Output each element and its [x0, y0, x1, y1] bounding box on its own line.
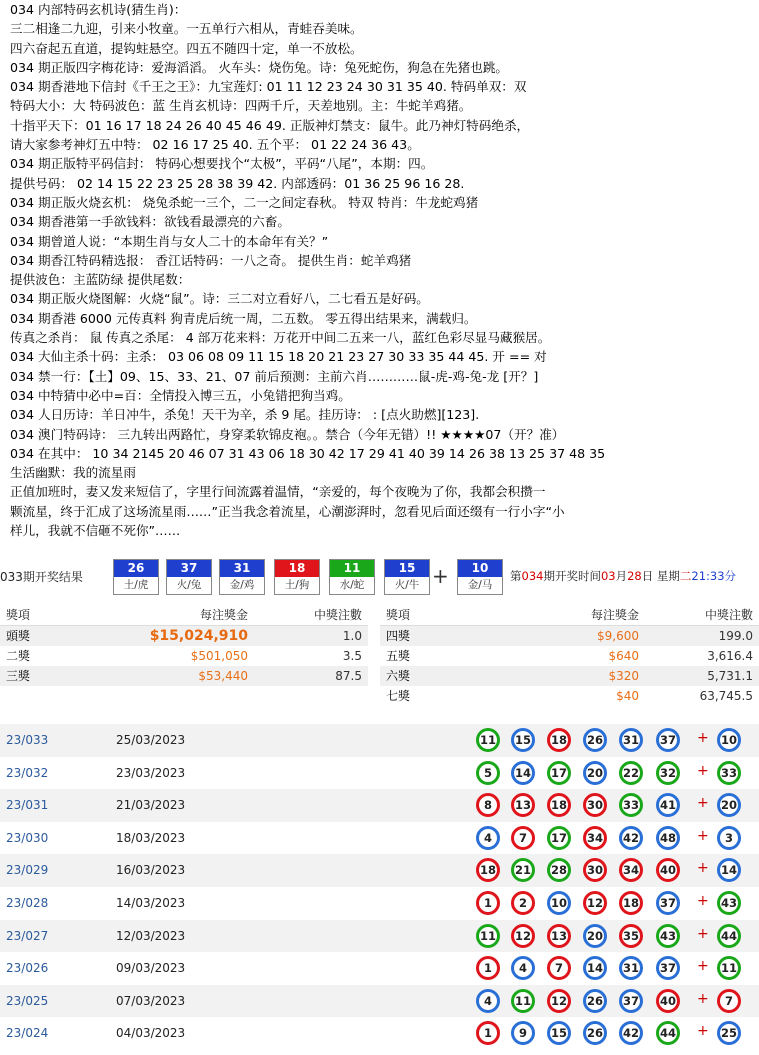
history-ball: 33 [619, 793, 643, 817]
history-ball: 5 [476, 761, 500, 785]
history-special-ball: 11 [717, 956, 741, 980]
plus-icon: + [697, 762, 709, 779]
prize-row [380, 646, 759, 666]
history-special-ball: 20 [717, 793, 741, 817]
special-ball [457, 559, 503, 595]
prize-amount: $15,024,910 [149, 628, 248, 644]
next-draw-info [510, 568, 736, 584]
text-line: 034 在其中： 10 34 2145 20 46 07 31 43 06 18 30 42 17 29 41 40 39 14 26 38 13 25 37 48 35 [10, 445, 606, 461]
prize-row [380, 626, 759, 646]
prize-table-left [0, 605, 368, 686]
history-ball: 44 [656, 1021, 680, 1045]
history-date: 25/03/2023 [116, 733, 186, 747]
prize-name: 五獎 [386, 649, 411, 663]
text-line: 034 期香港第一手欲钱料：欲钱看最漂亮的六畜。 [10, 214, 290, 230]
history-date: 14/03/2023 [116, 896, 186, 910]
plus-icon: + [697, 730, 709, 746]
history-ball: 12 [511, 924, 535, 948]
text-line: 034 期香港 6000 元传真料 狗青虎后统一周，二五数。 零五得出结果来，满载归。 [10, 310, 477, 326]
history-ball: 17 [547, 826, 571, 850]
result-ball [219, 559, 265, 595]
history-date: 07/03/2023 [116, 993, 186, 1008]
ball-zodiac: 水/蛇 [339, 579, 365, 591]
result-ball [384, 559, 430, 595]
history-ball: 31 [619, 956, 643, 980]
prize-name: 二獎 [6, 649, 31, 663]
history-ball: 31 [619, 728, 643, 752]
history-ball: 40 [656, 989, 680, 1013]
history-ball: 4 [476, 989, 500, 1013]
prize-name: 七獎 [386, 689, 411, 703]
history-ball: 35 [619, 924, 643, 948]
history-issue-link[interactable]: 23/031 [6, 798, 49, 813]
history-ball: 4 [476, 826, 500, 850]
history-ball: 7 [547, 956, 571, 980]
plus-icon: + [697, 958, 709, 975]
history-ball: 18 [476, 858, 500, 882]
history-ball: 28 [547, 858, 571, 882]
history-date: 18/03/2023 [116, 830, 186, 845]
prize-row [380, 686, 759, 706]
ball-number: 15 [385, 560, 429, 577]
prize-count: 3,616.4 [707, 649, 753, 663]
history-ball: 32 [656, 761, 680, 785]
text-line: 034 期香江特码精选报： 香江话特码：一八之奇。 提供生肖：蛇羊鸡猪 [10, 252, 412, 268]
prize-header [0, 605, 368, 626]
history-ball: 11 [511, 989, 535, 1013]
history-special-ball: 33 [717, 761, 741, 785]
prize-name: 頭獎 [6, 629, 31, 643]
text-line: 034 大仙主杀十码：主杀： 03 06 08 09 11 15 18 20 21 23 27 30 33 35 44 45. 开 == 对 [10, 349, 547, 365]
text-line: 034 内部特码玄机诗(猜生肖)： [10, 2, 187, 17]
prize-count: 3.5 [342, 649, 362, 663]
history-ball: 1 [476, 891, 500, 915]
text-line: 颗流星，终于汇成了这场流星雨……”正当我念着流星，心潮澎湃时，忽看见后面还缀有一行小字“小 [10, 503, 565, 519]
history-special-ball: 10 [717, 728, 741, 752]
next-day: 28 [627, 569, 642, 583]
next-prefix: 第 [510, 569, 522, 583]
prize-row [380, 666, 759, 686]
text-line: 034 期正版火烧玄机： 烧兔杀蛇一三个，二一之间定春秋。 特双 特肖：牛龙蛇鸡猪 [10, 194, 479, 210]
plus-icon: + [697, 827, 709, 844]
history-ball: 37 [619, 989, 643, 1013]
history-issue-link[interactable]: 23/030 [6, 830, 49, 845]
history-special-ball: 7 [717, 989, 741, 1013]
history-row [0, 757, 759, 790]
history-ball: 1 [476, 1021, 500, 1045]
text-line: 三二相逢二九迎，引来小牧童。一五单行六相从，青蛙吞美味。 [10, 21, 363, 37]
history-ball: 26 [583, 989, 607, 1013]
next-time: 21:33分 [691, 569, 737, 583]
plus-icon: + [432, 564, 449, 588]
history-date: 21/03/2023 [116, 798, 186, 813]
history-special-ball: 44 [717, 924, 741, 948]
history-issue-link[interactable]: 23/025 [6, 993, 49, 1008]
next-weekday: 二 [679, 569, 692, 583]
history-row [0, 822, 759, 855]
history-ball: 43 [656, 924, 680, 948]
prize-header-cell: 獎項 [6, 608, 31, 622]
history-ball: 15 [511, 728, 535, 752]
prize-header-cell: 獎項 [386, 608, 411, 622]
article-text [10, 0, 755, 540]
ball-zodiac: 火/牛 [394, 579, 420, 591]
history-issue-link[interactable]: 23/033 [6, 733, 49, 747]
prize-count: 1.0 [342, 629, 362, 643]
history-ball: 20 [583, 924, 607, 948]
history-row [0, 724, 759, 757]
history-ball: 12 [547, 989, 571, 1013]
text-line: 传真之杀肖： 鼠 传真之杀尾： 4 部万花来料：万花开中间二五来一八，蓝红色彩尽显马藏猴居。 [10, 330, 551, 346]
history-row [0, 854, 759, 887]
history-ball: 37 [656, 956, 680, 980]
ball-number: 26 [114, 560, 158, 577]
history-special-ball: 3 [717, 826, 741, 850]
next-month: 03 [600, 569, 616, 583]
text-line: 034 期香港地下信封《千王之王》：九宝莲灯: 01 11 12 23 24 30 31 35 40. 特码单双：双 [10, 79, 527, 95]
history-ball: 42 [619, 1021, 643, 1045]
history-ball: 4 [511, 956, 535, 980]
history-ball: 37 [656, 891, 680, 915]
prize-amount: $40 [616, 689, 639, 703]
prize-name: 四獎 [386, 629, 411, 643]
text-line: 034 澳门特码诗： 三九转出两路忙，身穿柔软锦皮袍。。禁合（今年无错）!! ★★★★07（开？准） [10, 426, 565, 442]
next-month-suffix: 月 [615, 569, 628, 583]
text-line: 034 禁一行：【土】09、15、33、21、07 前后预测：主前六肖…………鼠-虎-鸡-兔-龙 [开？] [10, 368, 539, 384]
history-special-ball: 43 [717, 891, 741, 915]
history-issue-link[interactable]: 23/029 [6, 863, 49, 878]
history-issue-link[interactable]: 23/024 [6, 1026, 49, 1041]
history-ball: 7 [511, 826, 535, 850]
history-ball: 40 [656, 858, 680, 882]
history-ball: 13 [511, 793, 535, 817]
history-ball: 14 [583, 956, 607, 980]
plus-icon: + [697, 893, 709, 909]
result-ball [166, 559, 212, 595]
history-ball: 15 [547, 1021, 571, 1045]
history-issue-link[interactable]: 23/026 [6, 961, 49, 976]
history-ball: 41 [656, 793, 680, 817]
history-ball: 18 [547, 793, 571, 817]
history-ball: 11 [476, 924, 500, 948]
history-ball: 8 [476, 793, 500, 817]
prize-header-cell: 每注獎金 [590, 608, 639, 622]
text-line: 样儿，我就不信砸不死你”…… [10, 523, 181, 539]
prize-header [380, 605, 759, 626]
history-date: 23/03/2023 [116, 765, 186, 780]
prize-row [0, 626, 368, 646]
prize-count: 5,731.1 [707, 669, 753, 683]
text-line: 四六奋起五直道，提钩蛀悬空。四五不随四十定，单一不放松。 [10, 40, 363, 56]
prize-amount: $53,440 [198, 669, 248, 683]
history-ball: 20 [583, 761, 607, 785]
history-ball: 2 [511, 891, 535, 915]
history-ball: 13 [547, 924, 571, 948]
text-line: 034 期正版特平码信封： 特码心想要找个“太极”，平码“八尾”，本期：四。 [10, 156, 434, 172]
history-ball: 22 [619, 761, 643, 785]
history-row [0, 952, 759, 985]
history-date: 16/03/2023 [116, 863, 186, 878]
history-row [0, 985, 759, 1018]
text-line: 十指平天下：01 16 17 18 24 26 40 45 46 49. 正版神灯禁支：鼠牛。此乃神灯特码绝杀， [10, 117, 530, 133]
next-issue: 034 [521, 569, 544, 583]
history-ball: 30 [583, 793, 607, 817]
text-line: 请大家参考神灯五中特： 02 16 17 25 40. 五个平： 01 22 24 36 43。 [10, 137, 420, 153]
history-ball: 34 [583, 826, 607, 850]
text-line: 034 期正版火烧图解：火烧“鼠”。诗：三二对立看好八，二七看五是好码。 [10, 291, 429, 307]
history-ball: 1 [476, 956, 500, 980]
history-ball: 37 [656, 728, 680, 752]
history-issue-link[interactable]: 23/028 [6, 896, 49, 910]
plus-icon: + [697, 990, 709, 1007]
result-ball [274, 559, 320, 595]
prize-header-cell: 中獎注數 [704, 608, 753, 622]
text-line: 034 中特猜中必中=百：全情投入博三五，小兔错把狗当鸡。 [10, 387, 351, 403]
prize-header-cell: 每注獎金 [199, 608, 248, 622]
ball-zodiac: 火/兔 [176, 579, 202, 591]
prize-amount: $640 [608, 649, 639, 663]
text-line: 提供号码： 02 14 15 22 23 25 28 38 39 42. 内部透码：01 36 25 96 16 28. [10, 175, 465, 191]
next-day-suffix: 日 星期 [641, 569, 680, 583]
prize-amount: $501,050 [190, 649, 248, 663]
history-ball: 9 [511, 1021, 535, 1045]
prize-table-right [380, 605, 759, 706]
history-row [0, 887, 759, 920]
next-mid: 期开奖时间 [543, 569, 601, 583]
prize-amount: $9,600 [597, 629, 639, 643]
plus-icon: + [697, 925, 709, 942]
history-ball: 18 [619, 891, 643, 915]
results-label: 033期开奖结果 [0, 570, 83, 584]
prize-row [0, 666, 368, 686]
history-ball: 10 [547, 891, 571, 915]
history-date: 04/03/2023 [116, 1026, 186, 1041]
prize-count: 63,745.5 [699, 689, 753, 703]
special-zodiac: 金/马 [467, 579, 493, 591]
history-issue-link[interactable]: 23/027 [6, 928, 49, 943]
prize-count: 87.5 [335, 669, 362, 683]
text-line: 正值加班时，妻又发来短信了，字里行间流露着温情，“亲爱的，每个夜晚为了你，我都会积攒一 [10, 484, 546, 500]
text-line: 提供波色：主蓝防绿 提供尾数： [10, 272, 191, 288]
history-issue-link[interactable]: 23/032 [6, 765, 49, 780]
ball-number: 31 [220, 560, 264, 577]
text-line: 特码大小：大 特码波色：蓝 生肖玄机诗：四两千斤，天差地别。主：牛蛇羊鸡猪。 [10, 98, 472, 114]
result-ball [329, 559, 375, 595]
history-date: 12/03/2023 [116, 928, 186, 943]
prize-name: 三獎 [6, 669, 31, 683]
history-row [0, 1017, 759, 1050]
text-line: 034 人日历诗：羊日冲牛，杀兔！天干为辛，杀 9 尾。挂历诗： : [点火助燃][123]. [10, 407, 480, 423]
ball-zodiac: 土/狗 [284, 579, 310, 591]
result-ball [113, 559, 159, 595]
history-row [0, 920, 759, 953]
ball-zodiac: 金/鸡 [229, 579, 255, 591]
history-ball: 11 [476, 728, 500, 752]
history-date: 09/03/2023 [116, 961, 186, 976]
history-ball: 18 [547, 728, 571, 752]
ball-number: 11 [330, 560, 374, 577]
ball-number: 18 [275, 560, 319, 577]
prize-count: 199.0 [718, 629, 753, 643]
history-ball: 12 [583, 891, 607, 915]
prize-header-cell: 中獎注數 [313, 608, 362, 622]
history-ball: 14 [511, 761, 535, 785]
history-row [0, 789, 759, 822]
history-ball: 48 [656, 826, 680, 850]
text-line: 034 期曾道人说：“本期生肖与女人二十的本命年有关？” [10, 233, 329, 249]
history-ball: 17 [547, 761, 571, 785]
history-ball: 21 [511, 858, 535, 882]
history-ball: 26 [583, 728, 607, 752]
history-ball: 34 [619, 858, 643, 882]
plus-icon: + [697, 1023, 709, 1040]
ball-number: 37 [167, 560, 211, 577]
plus-icon: + [697, 795, 709, 812]
history-ball: 30 [583, 858, 607, 882]
ball-zodiac: 土/虎 [123, 579, 149, 591]
history-special-ball: 25 [717, 1021, 741, 1045]
history-ball: 26 [583, 1021, 607, 1045]
text-line: 生活幽默：我的流星雨 [10, 465, 136, 481]
prize-row [0, 646, 368, 666]
prize-amount: $320 [608, 669, 639, 683]
prize-name: 六獎 [386, 669, 411, 683]
plus-icon: + [697, 860, 709, 877]
special-number: 10 [458, 560, 502, 577]
history-special-ball: 14 [717, 858, 741, 882]
history-ball: 42 [619, 826, 643, 850]
draw-results-bar [0, 556, 759, 598]
text-line: 034 期正版四字梅花诗：爱海滔滔。 火车头：烧伤兔。诗：兔死蛇伤，狗急在先猪也跳。 [10, 59, 509, 75]
